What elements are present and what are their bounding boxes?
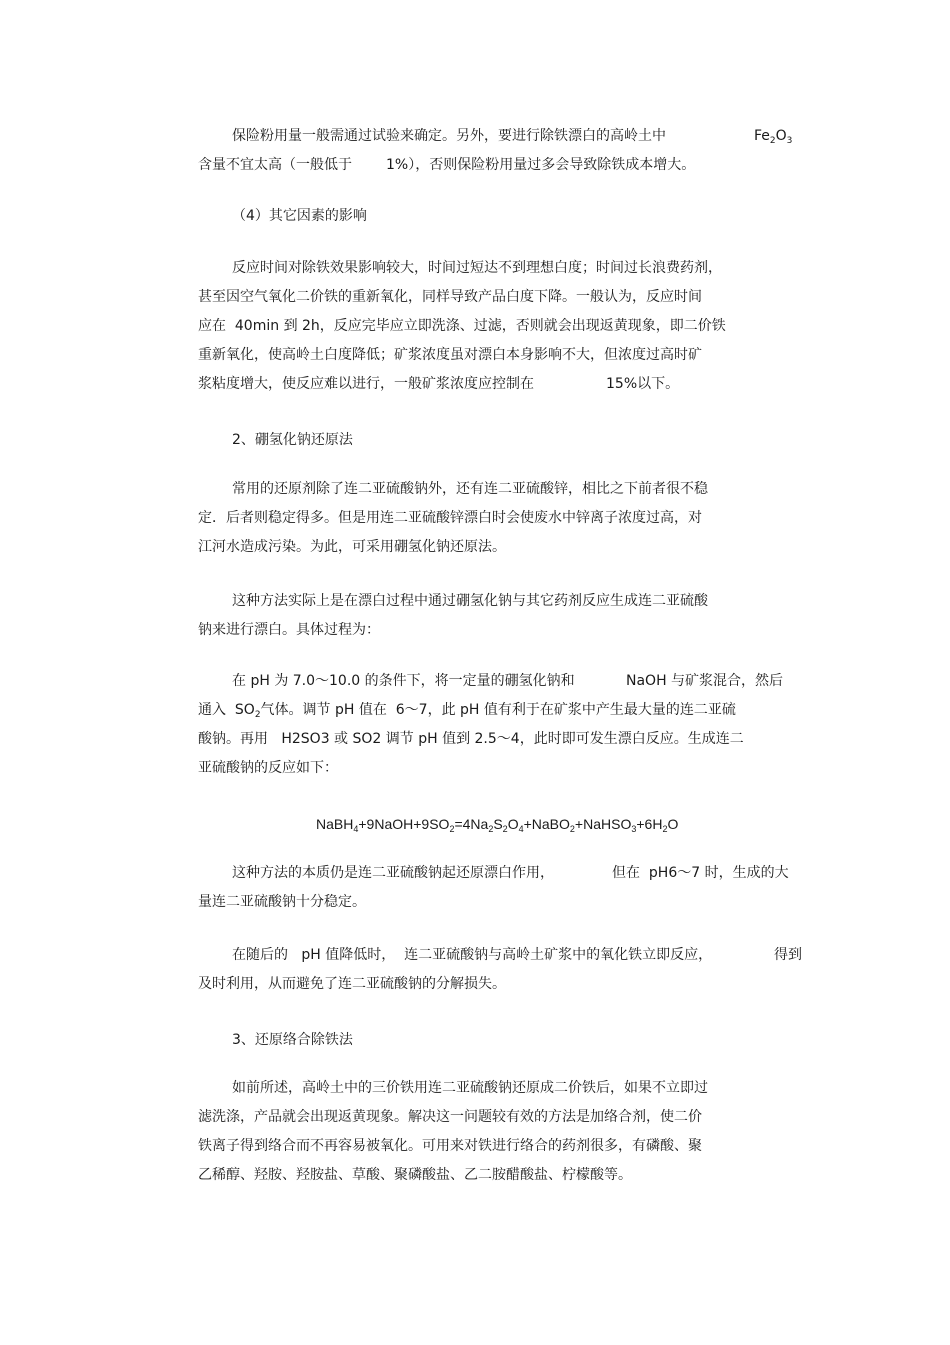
para2-line5-b: 15%以下。 [606,376,680,392]
formula-part: O [775,128,787,144]
eq-part: +9NaOH+9SO [358,816,450,832]
formula-part: Fe [754,128,770,144]
eq-sub: 3 [631,824,637,834]
eq-sub: 2 [449,824,455,834]
para5-line1-a: 在 pH 为 7.0～10.0 的条件下，将一定量的硼氢化钠和 [232,673,575,689]
para4-line1: 这种方法实际上是在漂白过程中通过硼氢化钠与其它药剂反应生成连二亚硫酸 [232,593,708,609]
section-heading-complexing: 3、还原络合除铁法 [232,1032,353,1048]
eq-part: NaBH [316,816,354,832]
eq-part: +NaBO [523,816,570,832]
para2-line2: 甚至因空气氧化二价铁的重新氧化，同样导致产品白度下降。一般认为，反应时间 [198,289,702,305]
para3-line3: 江河水造成污染。为此，可采用硼氢化钠还原法。 [198,539,506,555]
reaction-equation [316,814,678,834]
eq-part: S [493,816,503,832]
para5-line3: 酸钠。再用 H2SO3 或 SO2 调节 pH 值到 2.5～4，此时即可发生漂白反应。生成连二 [198,731,744,747]
section-heading-borohydride: 2、硼氢化钠还原法 [232,432,353,448]
para7-line1-a: 在随后的 pH 值降低时， 连二亚硫酸钠与高岭土矿浆中的氧化铁立即反应， [232,947,713,963]
para6-line1-a: 这种方法的本质仍是连二亚硫酸钠起还原漂白作用， [232,865,554,881]
para7-line2: 及时利用，从而避免了连二亚硫酸钠的分解损失。 [198,976,506,992]
para8-line1: 如前所述，高岭土中的三价铁用连二亚硫酸钠还原成二价铁后，如果不立即过 [232,1080,708,1096]
para5-line2 [198,700,736,720]
formula-sub: 3 [786,136,793,146]
para2-line5-a: 浆粘度增大，使反应难以进行，一般矿浆浓度应控制在 [198,376,534,392]
para2-line3: 应在 40min 到 2h，反应完毕应立即洗涤、过滤，否则就会出现返黄现象，即二价铁 [198,318,726,334]
eq-sub: 4 [353,824,359,834]
para2-line1: 反应时间对除铁效果影响较大，时间过短达不到理想白度；时间过长浪费药剂， [232,260,722,276]
section-heading-other-factors: （4）其它因素的影响 [232,208,367,224]
eq-part: =4Na [454,816,489,832]
para3-line2: 定．后者则稳定得多。但是用连二亚硫酸锌漂白时会使废水中锌离子浓度过高，对 [198,510,702,526]
eq-sub: 2 [662,824,668,834]
para4-line2: 钠来进行漂白。具体过程为： [198,622,380,638]
eq-part: +6H [636,816,663,832]
para2-line4: 重新氧化，使高岭土白度降低；矿浆浓度虽对漂白本身影响不大，但浓度过高时矿 [198,347,702,363]
eq-part: +NaHSO [574,816,632,832]
para8-line4: 乙稀醇、羟胺、羟胺盐、草酸、聚磷酸盐、乙二胺醋酸盐、柠檬酸等。 [198,1167,632,1183]
para1-line2-b: 1%），否则保险粉用量过多会导致除铁成本增大。 [386,157,696,173]
eq-sub: 2 [488,824,494,834]
para6-line2: 量连二亚硫酸钠十分稳定。 [198,894,366,910]
para8-line2: 滤洗涤，产品就会出现返黄现象。解决这一问题较有效的方法是加络合剂，使二价 [198,1109,702,1125]
para5-line2-b: 气体。调节 pH 值在 6～7，此 pH 值有利于在矿浆中产生最大量的连二亚硫 [260,702,736,718]
formula-fe2o3 [754,126,792,146]
para1-line1: 保险粉用量一般需通过试验来确定。另外，要进行除铁漂白的高岭土中 [232,128,666,144]
so2-subscript: 2 [254,710,261,720]
eq-sub: 4 [518,824,524,834]
eq-part: O [667,816,679,832]
para5-line1-b: NaOH 与矿浆混合，然后 [626,673,784,689]
para8-line3: 铁离子得到络合而不再容易被氧化。可用来对铁进行络合的药剂很多，有磷酸、聚 [198,1138,702,1154]
para6-line1-b: 但在 pH6～7 时，生成的大 [612,865,789,881]
para7-line1-b: 得到 [774,947,802,963]
eq-sub: 2 [502,824,508,834]
para5-line2-a: 通入 SO [198,702,255,718]
eq-sub: 2 [569,824,575,834]
eq-part: O [507,816,519,832]
formula-sub: 2 [769,136,776,146]
para3-line1: 常用的还原剂除了连二亚硫酸钠外，还有连二亚硫酸锌，相比之下前者很不稳 [232,481,708,497]
para1-line2-a: 含量不宜太高（一般低于 [198,157,352,173]
para5-line4: 亚硫酸钠的反应如下： [198,760,338,776]
